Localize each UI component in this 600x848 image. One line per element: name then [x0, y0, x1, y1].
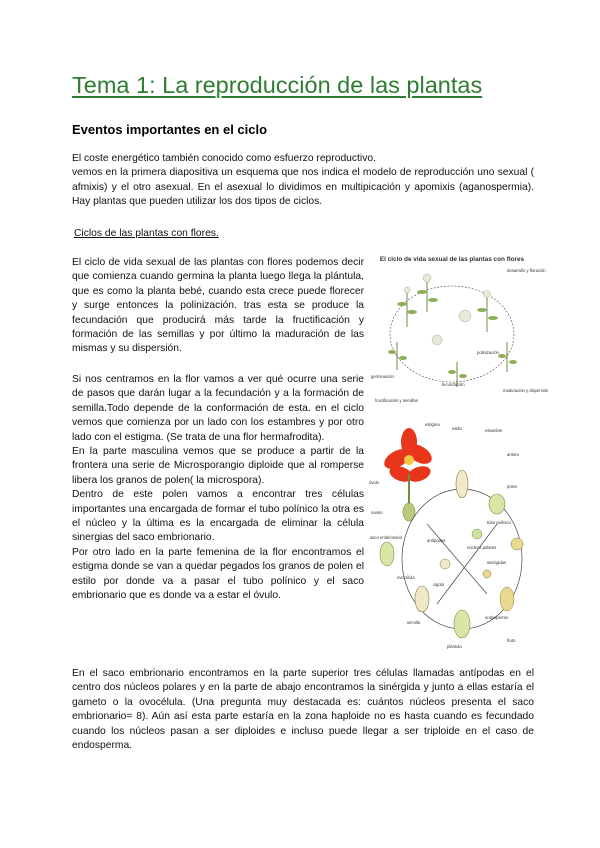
- paragraph-flor-a: Si nos centramos en la flor vamos a ver qué ocurre una serie de pasos que darán lugar a la fecundación y a la formación de semilla.Todo depende de la conformación de esta. en el ciclo vemos que comienza por un lado con los estambres y por otro lado con el estigma. (Se trata de una flor hermafrodita).: [72, 374, 364, 443]
- fig2-label-17: fruto: [507, 638, 516, 643]
- fig1-label-3: fructificación y semillas: [375, 398, 418, 403]
- fig2-label-12: tubo polínico: [487, 520, 511, 525]
- fig2-label-8: antípodas: [427, 538, 446, 543]
- fig1-label-4: maduración y dispersión: [503, 388, 549, 393]
- paragraph-flor-d: Por otro lado en la parte femenina de la flor encontramos el estigma donde se van a quedar pegados los granos de polen el estilo por donde va a pasar el tubo polínico y el saco embrionario que es donde va a estar el óvulo.: [72, 546, 364, 602]
- intro-line-1: El coste energético también conocido como esfuerzo reproductivo.: [72, 153, 376, 164]
- paragraph-ciclo-text: El ciclo de vida sexual de las plantas con flores podemos decir que comienza cuando germina la planta luego llega la plántula, que es como la planta bebé, cuando esta crece puede florecer y surge entonces la polinización. tras esta se produce la fecundación que producirá más tarde la fructificación y formación de las semillas y por último la maduración de las mismas y su dispersión.: [72, 257, 364, 355]
- fig2-label-7: saco embrionario: [370, 535, 403, 540]
- flower-cycle-figure: [367, 414, 537, 654]
- paragraph-flor-c: Dentro de este polen vamos a encontrar tres células importantes una encargada de formar el tubo polínico la otra es el núcleo y la última es la encargada de eliminar la célula sinergias del saco embrionario.: [72, 489, 364, 544]
- fig1-label-2: fecundación: [442, 382, 465, 387]
- paragraph-ciclo: [72, 256, 364, 357]
- life-cycle-caption: El ciclo de vida sexual de las plantas con flores: [379, 256, 525, 263]
- page-title: Tema 1: La reproducción de las plantas: [72, 72, 483, 98]
- fig1-label-5: germinación: [371, 374, 394, 379]
- section-subtitle: Eventos importantes en el ciclo: [72, 122, 268, 137]
- fig2-label-13: cigoto: [433, 582, 445, 587]
- paragraph-saco: [72, 667, 534, 753]
- paragraph-flor-b: En la parte masculina vemos que se produce a partir de la frontera una serie de Microsporangio diploide que al romperse libera los granos de polen( la microspora).: [72, 446, 364, 486]
- fig2-label-3: ovario: [371, 510, 383, 515]
- fig2-label-10: ovocélula: [397, 575, 415, 580]
- fig2-label-2: estambre: [485, 428, 503, 433]
- section-heading-ciclos: Ciclos de las plantas con flores.: [74, 228, 219, 239]
- fig2-label-14: endospermo: [485, 615, 509, 620]
- fig1-label-1: polinización: [477, 350, 499, 355]
- fig2-label-6: polen: [507, 484, 518, 489]
- fig2-label-15: semilla: [407, 620, 421, 625]
- fig2-label-1: estilo: [452, 426, 462, 431]
- fig1-label-0: desarrollo y floración: [507, 268, 546, 273]
- fig2-label-4: antera: [507, 452, 519, 457]
- fig2-label-9: núcleos polares: [467, 545, 497, 550]
- paragraph-saco-text: En el saco embrionario encontramos en la parte superior tres células llamadas antípodas en el centro dos núcleos polares y en la parte de abajo encontramos la sinérgida y junto a ellas estaría el gameto o la ovocélula. (Una pregunta muy destacada es: cuántos núcleos presenta el saco embrionario= 8). Aún así esta parte estaría en la zona haploide no es hasta cuando es fecundado cuando los núcleos pasan a ser diploides e incluso puede llegar a ser triploide en el caso de endosperma.: [72, 668, 534, 752]
- fig2-label-0: estigma: [425, 422, 440, 427]
- intro-paragraph: vemos en la primera diapositiva un esquema que nos indica el modelo de reproducción uno sexual ( afmixis) y el otro asexual. En el asexual lo dividimos en multipicación y apomixis (aganospermia). Hay plantas que pueden utilizar los dos tipos de ciclos.: [72, 167, 534, 208]
- life-cycle-figure: [367, 252, 549, 407]
- intro-block: [72, 152, 534, 210]
- fig2-label-16: plántula: [447, 644, 462, 649]
- paragraph-flor: [72, 373, 364, 604]
- fig2-label-11: sinérgidas: [487, 560, 507, 565]
- fig2-label-5: óvulo: [369, 480, 380, 485]
